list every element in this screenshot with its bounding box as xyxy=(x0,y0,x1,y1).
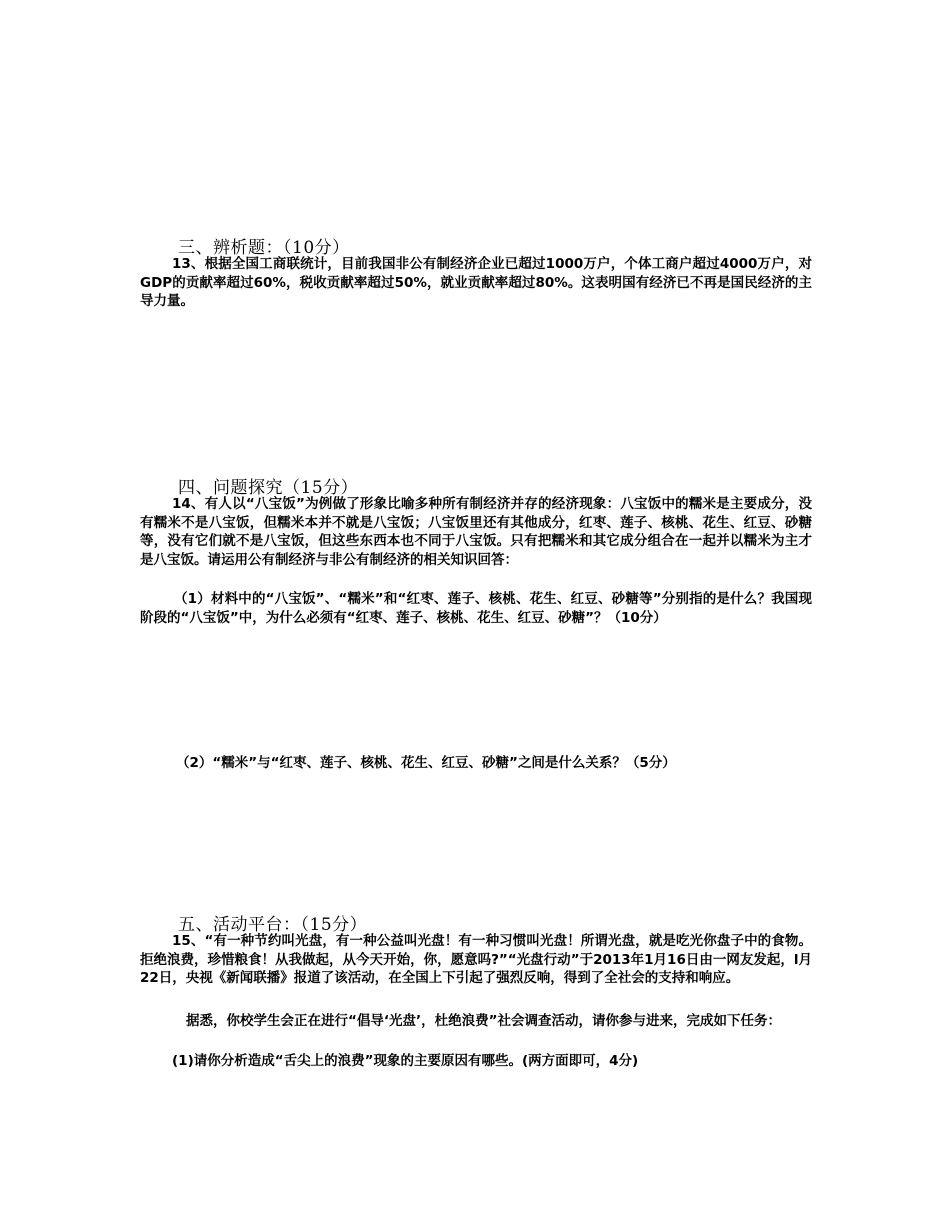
question-15-block xyxy=(140,932,812,988)
section-3-heading: 三、辨析题：（10分） xyxy=(178,238,350,258)
question-15-intro-text: 据悉，你校学生会正在进行“倡导‘光盘’，杜绝浪费”社会调查活动，请你参与进来，完成如下任务： xyxy=(186,1013,782,1029)
question-14-block xyxy=(140,495,812,569)
section-5-heading: 五、活动平台：（15分） xyxy=(178,915,368,935)
section-4-heading: 四、问题探究（15分） xyxy=(178,478,359,498)
question-13-text: 13、根据全国工商联统计，目前我国非公有制经济企业已超过1000万户，个体工商户超过4000万户，对GDP的贡献率超过60%，税收贡献率超过50%，就业贡献率超过80%。这表明国有经济已不再是国民经济的主导力量。 xyxy=(140,256,812,309)
question-14-sub-2-text: （2）“糯米”与“红枣、莲子、核桃、花生、红豆、砂糖”之间是什么关系？（5分） xyxy=(176,755,676,771)
question-15-intro-block xyxy=(140,1012,812,1031)
question-15-text: 15、“有一种节约叫光盘，有一种公益叫光盘！有一种习惯叫光盘！所谓光盘，就是吃光你盘子中的食物。拒绝浪费，珍惜粮食！从我做起，从今天开始，你，愿意吗?”“光盘行动”于2013年1月16日由一网友发起，l月22日，央视《新闻联播》报道了该活动，在全国上下引起了强烈反响，得到了全社会的支持和响应。 xyxy=(140,933,812,986)
question-13-block xyxy=(140,255,812,311)
question-14-sub-1-block xyxy=(140,590,812,627)
question-15-task-1-text: (1)请你分析造成“舌尖上的浪费”现象的主要原因有哪些。(两方面即可，4分) xyxy=(172,1053,639,1069)
question-14-sub-1-text: （1）材料中的“八宝饭”、“糯米”和“红枣、莲子、核桃、花生、红豆、砂糖等”分别指的是什么？我国现阶段的“八宝饭”中，为什么必须有“红枣、莲子、核桃、花生、红豆、砂糖”？（10分） xyxy=(140,591,812,626)
question-14-text: 14、有人以“八宝饭”为例做了形象比喻多种所有制经济并存的经济现象：八宝饭中的糯米是主要成分，没有糯米不是八宝饭，但糯米本并不就是八宝饭；八宝饭里还有其他成分，红枣、莲子、核桃、花生、红豆、砂糖等，没有它们就不是八宝饭，但这些东西本也不同于八宝饭。只有把糯米和其它成分组合在一起并以糯米为主才是八宝饭。请运用公有制经济与非公有制经济的相关知识回答： xyxy=(140,496,812,568)
